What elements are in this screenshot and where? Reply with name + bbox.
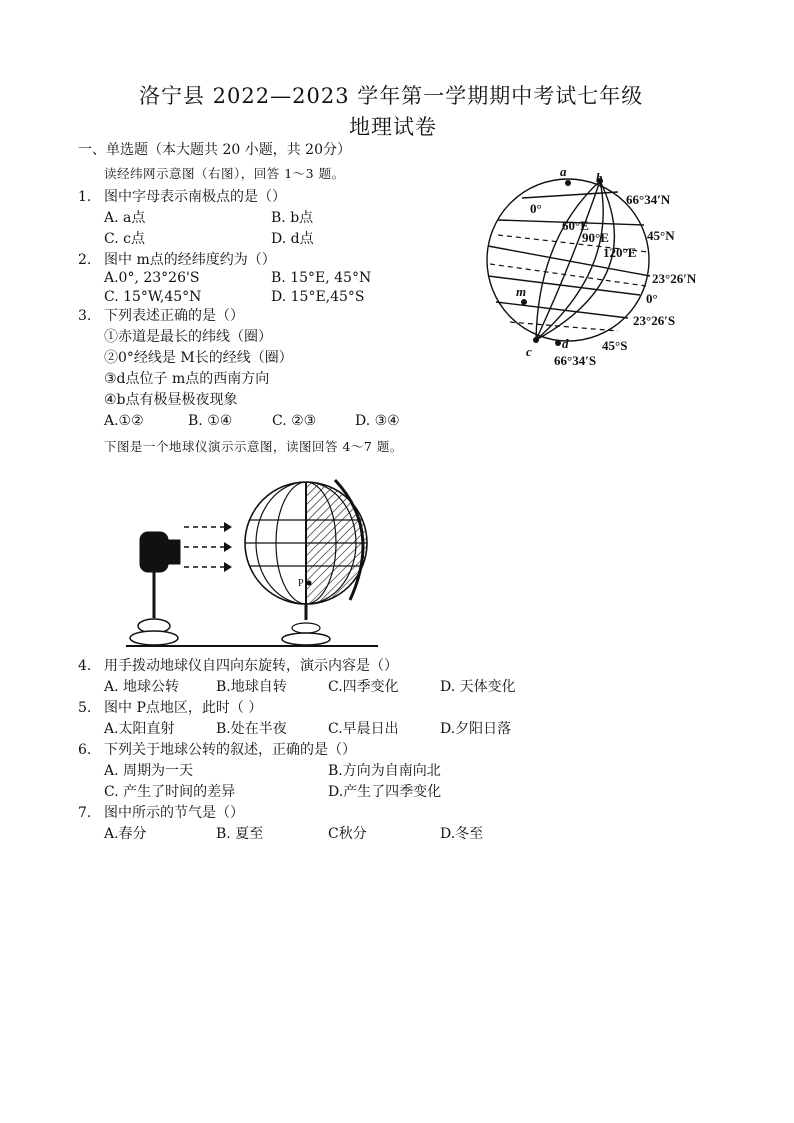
option[interactable]: D. 15°E,45°S bbox=[271, 289, 365, 305]
globe-outline bbox=[487, 179, 649, 341]
question-number: 7. bbox=[78, 805, 92, 821]
lon-label: 90°E bbox=[582, 230, 609, 245]
lat-label: 23°26′S bbox=[633, 313, 676, 328]
point-d bbox=[555, 340, 561, 346]
option[interactable]: A. a点 bbox=[104, 210, 146, 226]
option[interactable]: D. 天体变化 bbox=[440, 679, 516, 695]
lat-label: 45°S bbox=[602, 338, 628, 353]
parallel-line bbox=[488, 276, 640, 295]
option[interactable]: C秋分 bbox=[328, 826, 367, 842]
label-p: P bbox=[298, 578, 304, 589]
option[interactable]: C.四季变化 bbox=[328, 679, 399, 695]
option[interactable]: B.方向为自南向北 bbox=[328, 763, 441, 779]
question-number: 2. bbox=[78, 252, 92, 268]
option[interactable]: A.太阳直射 bbox=[104, 721, 175, 737]
lon-label: 120°E bbox=[603, 245, 637, 260]
option[interactable]: B.地球自转 bbox=[216, 679, 287, 695]
option[interactable]: D. ③④ bbox=[355, 413, 400, 429]
question-number: 1. bbox=[78, 189, 92, 205]
statement: ④b点有极昼极夜现象 bbox=[104, 392, 238, 408]
question-stem: 图中所示的节气是（） bbox=[104, 805, 244, 821]
label-d: d bbox=[562, 336, 569, 351]
lat-label: 45°N bbox=[647, 228, 675, 243]
lon-label: 0° bbox=[530, 201, 542, 216]
point-p bbox=[307, 581, 312, 586]
option[interactable]: A.春分 bbox=[104, 826, 147, 842]
lat-label: 66°34′S bbox=[554, 353, 597, 368]
parallel-line bbox=[496, 302, 628, 318]
option[interactable]: D.产生了四季变化 bbox=[328, 784, 442, 800]
option[interactable]: D.冬至 bbox=[440, 826, 484, 842]
option[interactable]: D.夕阳日落 bbox=[440, 721, 512, 737]
option[interactable]: D. d点 bbox=[271, 231, 314, 247]
label-a: a bbox=[560, 168, 567, 179]
statement: ②0°经线是 M长的经线（圈） bbox=[104, 350, 293, 366]
lat-label: 66°34′N bbox=[626, 192, 671, 207]
option[interactable]: C. c点 bbox=[104, 231, 145, 247]
option[interactable]: A. 周期为一天 bbox=[104, 763, 194, 779]
option[interactable]: C. 产生了时间的差异 bbox=[104, 784, 236, 800]
option[interactable]: B. 夏至 bbox=[216, 826, 264, 842]
option[interactable]: C. ②③ bbox=[272, 413, 317, 429]
statement: ①赤道是最长的纬线（圈） bbox=[104, 329, 272, 345]
section-heading: 一、单选题（本大题共 20 小题，共 20分） bbox=[78, 142, 351, 158]
question-number: 5. bbox=[78, 700, 92, 716]
option[interactable]: B. 15°E, 45°N bbox=[271, 270, 372, 286]
option[interactable]: C.早晨日出 bbox=[328, 721, 399, 737]
question-number: 3. bbox=[78, 308, 92, 324]
label-m: m bbox=[516, 284, 527, 299]
question-stem: 用手拨动地球仪自四向东旋转，演示内容是（） bbox=[104, 658, 398, 674]
point-a bbox=[565, 180, 571, 186]
globe bbox=[240, 478, 376, 645]
option[interactable]: A. 地球公转 bbox=[104, 679, 180, 695]
option[interactable]: C. 15°W,45°N bbox=[104, 289, 202, 305]
page-subtitle: 地理试卷 bbox=[349, 115, 437, 139]
question-number: 4. bbox=[78, 658, 92, 674]
question-stem: 图中 m点的经纬度约为（） bbox=[104, 252, 276, 268]
intro-text-1: 读经纬网示意图（右图），回答 1～3 题。 bbox=[104, 166, 345, 181]
point-c bbox=[533, 337, 539, 343]
light-arrows bbox=[184, 527, 224, 567]
question-number: 6. bbox=[78, 742, 92, 758]
option[interactable]: A.①② bbox=[104, 413, 144, 429]
statement: ③d点位子 m点的西南方向 bbox=[104, 371, 270, 387]
page-title: 洛宁县 2022—2023 学年第一学期期中考试七年级 bbox=[139, 84, 644, 108]
option[interactable]: B. ①④ bbox=[188, 413, 233, 429]
graticule-figure bbox=[478, 168, 708, 373]
lon-label: 60°E bbox=[562, 218, 589, 233]
question-stem: 图中字母表示南极点的是（） bbox=[104, 189, 286, 205]
lat-label: 0° bbox=[646, 291, 658, 306]
option[interactable]: B. b点 bbox=[271, 210, 314, 226]
lamp bbox=[130, 532, 180, 645]
question-stem: 下列表述正确的是（） bbox=[104, 308, 244, 324]
label-c: c bbox=[526, 344, 532, 359]
parallel-line bbox=[522, 192, 618, 198]
globe-demo-figure bbox=[120, 470, 382, 652]
question-stem: 图中 P点地区，此时（ ） bbox=[104, 700, 263, 716]
option[interactable]: B.处在半夜 bbox=[216, 721, 287, 737]
question-stem: 下列关于地球公转的叙述，正确的是（） bbox=[104, 742, 356, 758]
option[interactable]: A.0°, 23°26'S bbox=[104, 270, 200, 286]
point-m bbox=[521, 299, 527, 305]
intro-text-2: 下图是一个地球仪演示示意图，读图回答 4～7 题。 bbox=[104, 439, 403, 454]
label-b: b bbox=[596, 170, 603, 185]
lat-label: 23°26′N bbox=[652, 271, 697, 286]
